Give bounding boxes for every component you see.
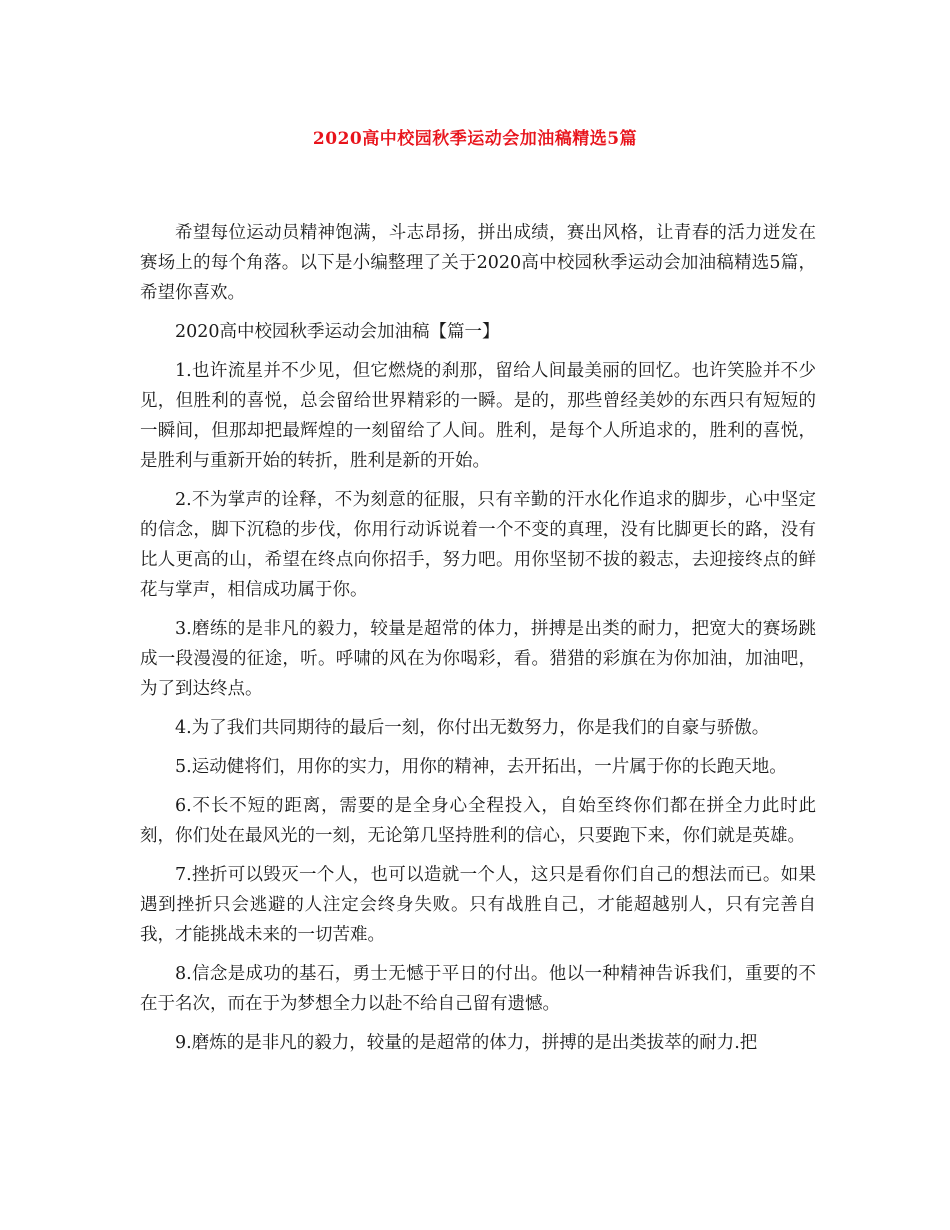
paragraph-item-6: 6.不长不短的距离，需要的是全身心全程投入，自始至终你们都在拼全力此时此刻，你们处在最风光的一刻，无论第几坚持胜利的信心，只要跑下来，你们就是英雄。	[140, 796, 816, 846]
paragraph-item-7: 7.挫折可以毁灭一个人，也可以造就一个人，这只是看你们自己的想法而已。如果遇到挫折只会逃避的人注定会终身失败。只有战胜自己，才能超越别人，只有完善自我，才能挑战未来的一切苦难。	[140, 865, 816, 945]
document-title: 2020高中校园秋季运动会加油稿精选5篇	[312, 129, 638, 149]
document-body	[140, 218, 816, 1067]
paragraph-item-1: 1.也许流星并不少见，但它燃烧的刹那，留给人间最美丽的回忆。也许笑脸并不少见，但胜利的喜悦，总会留给世界精彩的一瞬。是的，那些曾经美妙的东西只有短短的一瞬间，但那却把最辉煌的一刻留给了人间。胜利，是每个人所追求的，胜利的喜悦，是胜利与重新开始的转折，胜利是新的开始。	[140, 361, 816, 471]
paragraph-item-4: 4.为了我们共同期待的最后一刻，你付出无数努力，你是我们的自豪与骄傲。	[175, 718, 770, 738]
paragraph-item-5: 5.运动健将们，用你的实力，用你的精神，去开拓出，一片属于你的长跑天地。	[175, 757, 787, 777]
paragraph-item-9: 9.磨炼的是非凡的毅力，较量的是超常的体力，拼搏的是出类拔萃的耐力.把	[175, 1033, 758, 1053]
paragraph-item-3: 3.磨练的是非凡的毅力，较量是超常的体力，拼搏是出类的耐力，把宽大的赛场跳成一段漫漫的征途，听。呼啸的风在为你喝彩，看。猎猎的彩旗在为你加油，加油吧，为了到达终点。	[140, 619, 816, 699]
intro-paragraph: 希望每位运动员精神饱满，斗志昂扬，拼出成绩，赛出风格，让青春的活力迸发在赛场上的每个角落。以下是小编整理了关于2020高中校园秋季运动会加油稿精选5篇，希望你喜欢。	[140, 223, 816, 303]
section-heading: 2020高中校园秋季运动会加油稿【篇一】	[175, 322, 500, 342]
paragraph-item-2: 2.不为掌声的诠释，不为刻意的征服，只有辛勤的汗水化作追求的脚步，心中坚定的信念，脚下沉稳的步伐，你用行动诉说着一个不变的真理，没有比脚更长的路，没有比人更高的山，希望在终点向你招手，努力吧。用你坚韧不拔的毅志，去迎接终点的鲜花与掌声，相信成功属于你。	[140, 490, 816, 600]
paragraph-item-8: 8.信念是成功的基石，勇士无憾于平日的付出。他以一种精神告诉我们，重要的不在于名次，而在于为梦想全力以赴不给自己留有遗憾。	[140, 964, 816, 1014]
